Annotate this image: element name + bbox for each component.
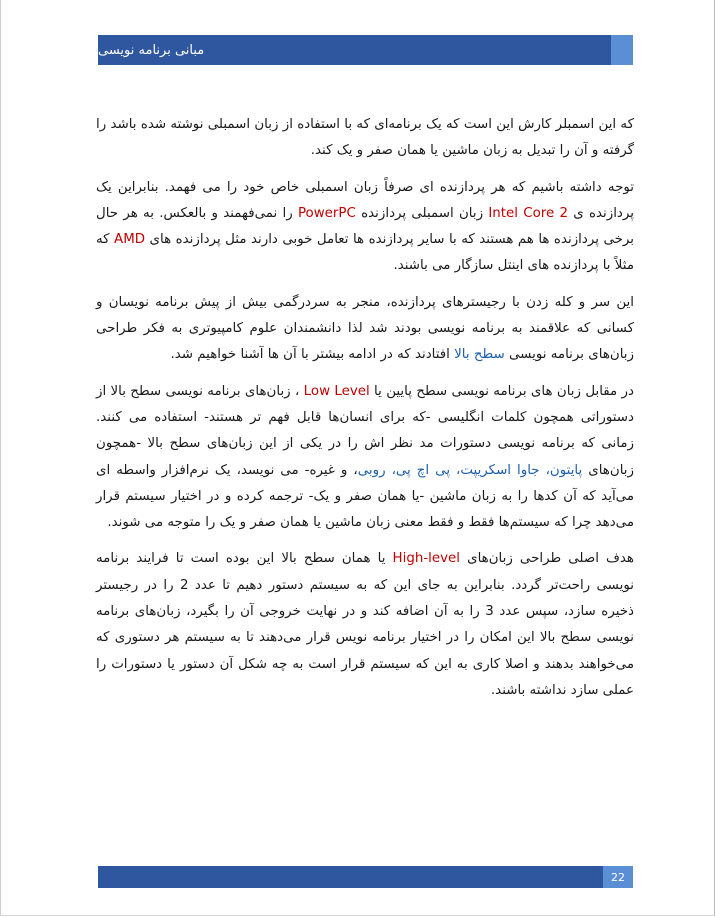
footer-main-block bbox=[98, 866, 603, 888]
term-language-list: پایتون، جاوا اسکریپت، پی اچ پی، روبی bbox=[357, 462, 583, 478]
term-amd: AMD bbox=[114, 232, 146, 248]
header-accent-block bbox=[611, 35, 633, 65]
text-run: یا همان سطح بالا این بوده است تا فرایند برنامه نویسی راحت‌تر گردد. بنابراین به جای این که به سیستم دستور دهیم تا عدد 2 را در رجیستر ذخیره سازد، سپس عدد 3 را به آن اضافه کند و در نهایت خروجی آن را بگیرد، زبان‌های برنامه نویسی سطح بالا این امکان را در اختیار برنامه نویس قرار می‌دهند تا به سیستم هر دستوری که می‌خواهند بدهند و اصلا کاری به این که سیستم قرار است به چه شکل آن دستور یا دستورات را عملی سازد نداشته باشند. bbox=[96, 551, 634, 698]
header-main-block bbox=[98, 35, 611, 65]
text-run: ، زبان‌های برنامه نویسی سطح بالا از دستوراتی همچون کلمات انگلیسی -که برای انسان‌ها قابل فهم تر هستند- استفاده می کنند. زمانی که برنامه نویسی دستورات مد نظر اش را در یکی از این زبان‌های سطح بالا -همچون زبان‌های bbox=[96, 383, 634, 478]
footer-bar bbox=[98, 866, 633, 888]
text-run: زبان اسمبلی پردازنده bbox=[355, 205, 489, 221]
text-run: در مقابل زبان های برنامه نویسی سطح پایین یا bbox=[369, 383, 634, 399]
paragraph-3 bbox=[96, 290, 634, 369]
paragraph-4 bbox=[96, 379, 634, 537]
text-run: توجه داشته باشیم که هر پردازنده ای صرفاً زبان اسمبلی خاص خود را می فهمد. بنابراین یک پردازنده ی bbox=[96, 179, 635, 221]
paragraph-1 bbox=[96, 112, 634, 165]
header-bar bbox=[98, 35, 633, 65]
text-run: که مثلاً با پردازنده های اینتل سازگار می باشند. bbox=[96, 232, 634, 274]
text-run: این سر و کله زدن با رجیسترهای پردازنده، منجر به سردرگمی بیش از پیش برنامه نویسان و کسانی که علاقمند به برنامه نویسی بودند شد لذا دانشمندان علوم کامپیوتری به فکر طراحی زبان‌های برنامه نویسی bbox=[96, 294, 634, 363]
text-run: هدف اصلی طراحی زبان‌های bbox=[460, 551, 634, 567]
term-intel-core-2: Intel Core 2 bbox=[488, 205, 568, 221]
text-run: را نمی‌فهمند و بالعکس. به هر حال برخی پردازنده ها هم هستند که با سایر پردازنده ها تعامل خوبی دارند مثل پردازنده های bbox=[96, 205, 634, 248]
text-run: که این اسمبلر کارش این است که یک برنامه‌ای که با استفاده از زبان اسمبلی نوشته شده باشد را گرفته و آن را تبدیل به زبان ماشین یا همان صفر و یک کند. bbox=[96, 117, 634, 159]
term-powerpc: PowerPC bbox=[297, 205, 356, 221]
text-run: ، و غیره- می نویسد، یک نرم‌افزار واسطه ای می‌آید که آن کدها را به زبان ماشین -یا همان صفر و یک- ترجمه کرده و در اختیار سیستم قرار می‌دهد چرا که سیستم‌ها فقط و فقط معنی زبان ماشین یا همان صفر و یک را متوجه می شوند. bbox=[96, 462, 634, 531]
header-title: مبانی برنامه نویسی bbox=[98, 42, 205, 58]
page-number: 22 bbox=[603, 866, 633, 888]
text-run: افتادند که در ادامه بیشتر با آن ها آشنا خواهیم شد. bbox=[170, 347, 455, 363]
term-high-level-fa: سطح بالا bbox=[454, 347, 505, 363]
term-high-level: High-level bbox=[392, 551, 460, 567]
term-low-level: Low Level bbox=[303, 383, 370, 399]
body-text bbox=[96, 112, 634, 714]
paragraph-2 bbox=[96, 175, 634, 280]
paragraph-5 bbox=[96, 546, 634, 704]
